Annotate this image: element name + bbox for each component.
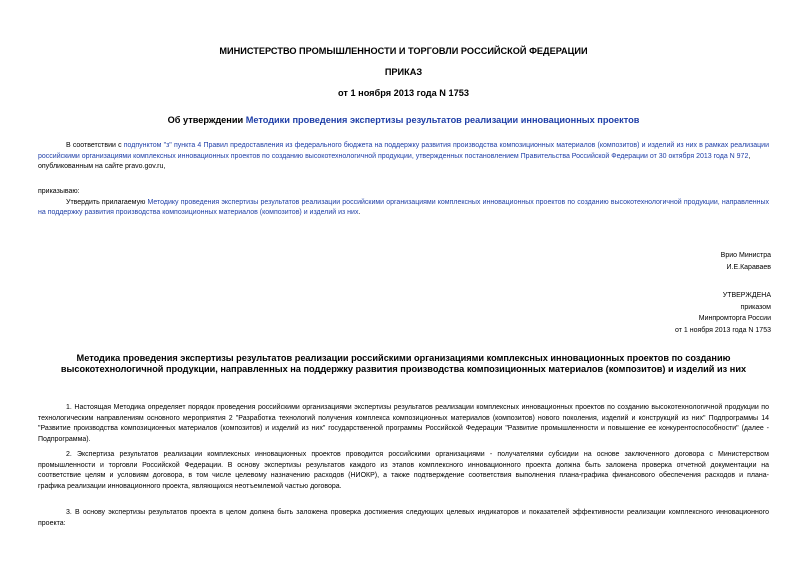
- p3-text-1: 3. В основу экспертизы результатов проекта в целом должна быть заложена проверка достижения следующих целевых индикаторов и показателей эффективности реализации комплексного инновационного: [66, 509, 769, 516]
- order-period: .: [358, 209, 361, 216]
- order-type-heading: ПРИКАЗ: [384, 67, 423, 77]
- p1-line-1: [38, 403, 769, 414]
- p2-line-3: соответствие целям и условиям договора, в том числе целевому назначению расходов (НИОКР), а также подтверждение соответствия выполнения плана-графика финансового обеспечения расходов и плана-: [38, 472, 769, 479]
- preamble-text: В соответствии с: [66, 142, 124, 149]
- preamble-paragraph: [38, 141, 769, 173]
- methodology-title-line-1: Методика проведения экспертизы результатов реализации российскими организациями комплексных инновационных проектов по созданию: [76, 353, 731, 363]
- preamble-line-3: опубликованным на сайте pravo.gov.ru,: [38, 163, 166, 170]
- methodology-paragraph-1: [38, 403, 769, 445]
- p2-line-2: промышленности и торговли Российской Федерации. В основу экспертизы результатов каждого из этапов комплексного инновационного проекта должна быть заложена проверка отчетной документации на: [38, 461, 769, 469]
- signature-name: И.Е.Караваев: [726, 263, 771, 271]
- ministry-heading: МИНИСТЕРСТВО ПРОМЫШЛЕННОСТИ И ТОРГОВЛИ РОССИЙСКОЙ ФЕДЕРАЦИИ: [219, 46, 588, 56]
- p3-line-1: [38, 508, 769, 519]
- order-title-link[interactable]: Методики проведения экспертизы результатов реализации инновационных проектов: [245, 115, 640, 125]
- order-line-2: [38, 208, 769, 219]
- preamble-comma: ,: [748, 152, 751, 160]
- order-title: [0, 115, 807, 126]
- approval-block: [675, 290, 771, 336]
- p1-line-4: Подпрограмма).: [38, 435, 91, 443]
- rules-link-continued[interactable]: российскими организациями комплексных инновационных проектов по созданию высокотехнологичной продукции, утвержденных постановлением Правительства Российской Федерации от 30 октября 2013 года N 972: [38, 152, 749, 160]
- order-title-prefix: Об утверждении: [167, 115, 246, 125]
- signature-position: Врио Министра: [720, 252, 771, 259]
- p1-line-3: "Развитие производства композиционных материалов (композитов) и изделий из них" государственной программы Российской Федерации "Развитие промышленности и повышение ее конкурентоспособности" (далее -: [38, 425, 769, 432]
- approval-date-number: от 1 ноября 2013 года N 1753: [675, 326, 771, 334]
- order-command: приказываю:: [38, 188, 80, 195]
- rules-link[interactable]: подпунктом "з" пункта 4 Правил предоставления из федерального бюджета на поддержку развития производства композиционных материалов (композитов) и изделий из них в рамках реализации: [123, 142, 769, 149]
- methodology-title-line-2: высокотехнологичной продукции, направленных на поддержку развития производства композиционных материалов (композитов) и изделий из них: [60, 364, 747, 374]
- methodology-link-continued[interactable]: на поддержку развития производства композиционных материалов (композитов) и изделий из них: [38, 209, 359, 216]
- p3-line-2: проекта:: [38, 519, 66, 527]
- p1-line-2: технологическим направлениям основного мероприятия 2 "Разработка технологий получения комплекса композиционных материалов (композитов) нового поколения, изделий и конструкций из них" Подпрограммы 14: [38, 414, 769, 422]
- p2-line-4: графика реализации инновационного проекта, являющихся неотъемлемой частью договора.: [38, 482, 342, 490]
- order-line-1: [38, 198, 769, 209]
- preamble-line-1: [38, 141, 769, 152]
- preamble-line-2: [38, 152, 769, 163]
- order-paragraph: [38, 187, 769, 219]
- p1-text-1: 1. Настоящая Методика определяет порядок проведения российскими организациями экспертизы результатов реализации комплексных инновационных проектов по созданию высокотехнологичной продукции по: [66, 404, 769, 411]
- methodology-paragraph-2: [38, 450, 769, 492]
- approval-approved: УТВЕРЖДЕНА: [722, 292, 771, 299]
- approval-ministry: Минпромторга России: [698, 315, 771, 322]
- p2-text-1: 2. Экспертиза результатов реализации комплексных инновационных проектов проводится российскими организациями - получателями субсидии на основе заключенного договора с Министерством: [66, 451, 769, 458]
- order-date-number: от 1 ноября 2013 года N 1753: [338, 88, 469, 98]
- order-text: Утвердить прилагаемую: [66, 198, 148, 206]
- p2-line-1: [38, 450, 769, 461]
- approval-by-order: приказом: [740, 303, 771, 311]
- methodology-paragraph-3: [38, 508, 769, 529]
- signature-block: [721, 250, 771, 273]
- methodology-link[interactable]: Методику проведения экспертизы результатов реализации российскими организациями комплексных инновационных проектов по созданию высокотехнологичной продукции, направленных: [147, 198, 769, 206]
